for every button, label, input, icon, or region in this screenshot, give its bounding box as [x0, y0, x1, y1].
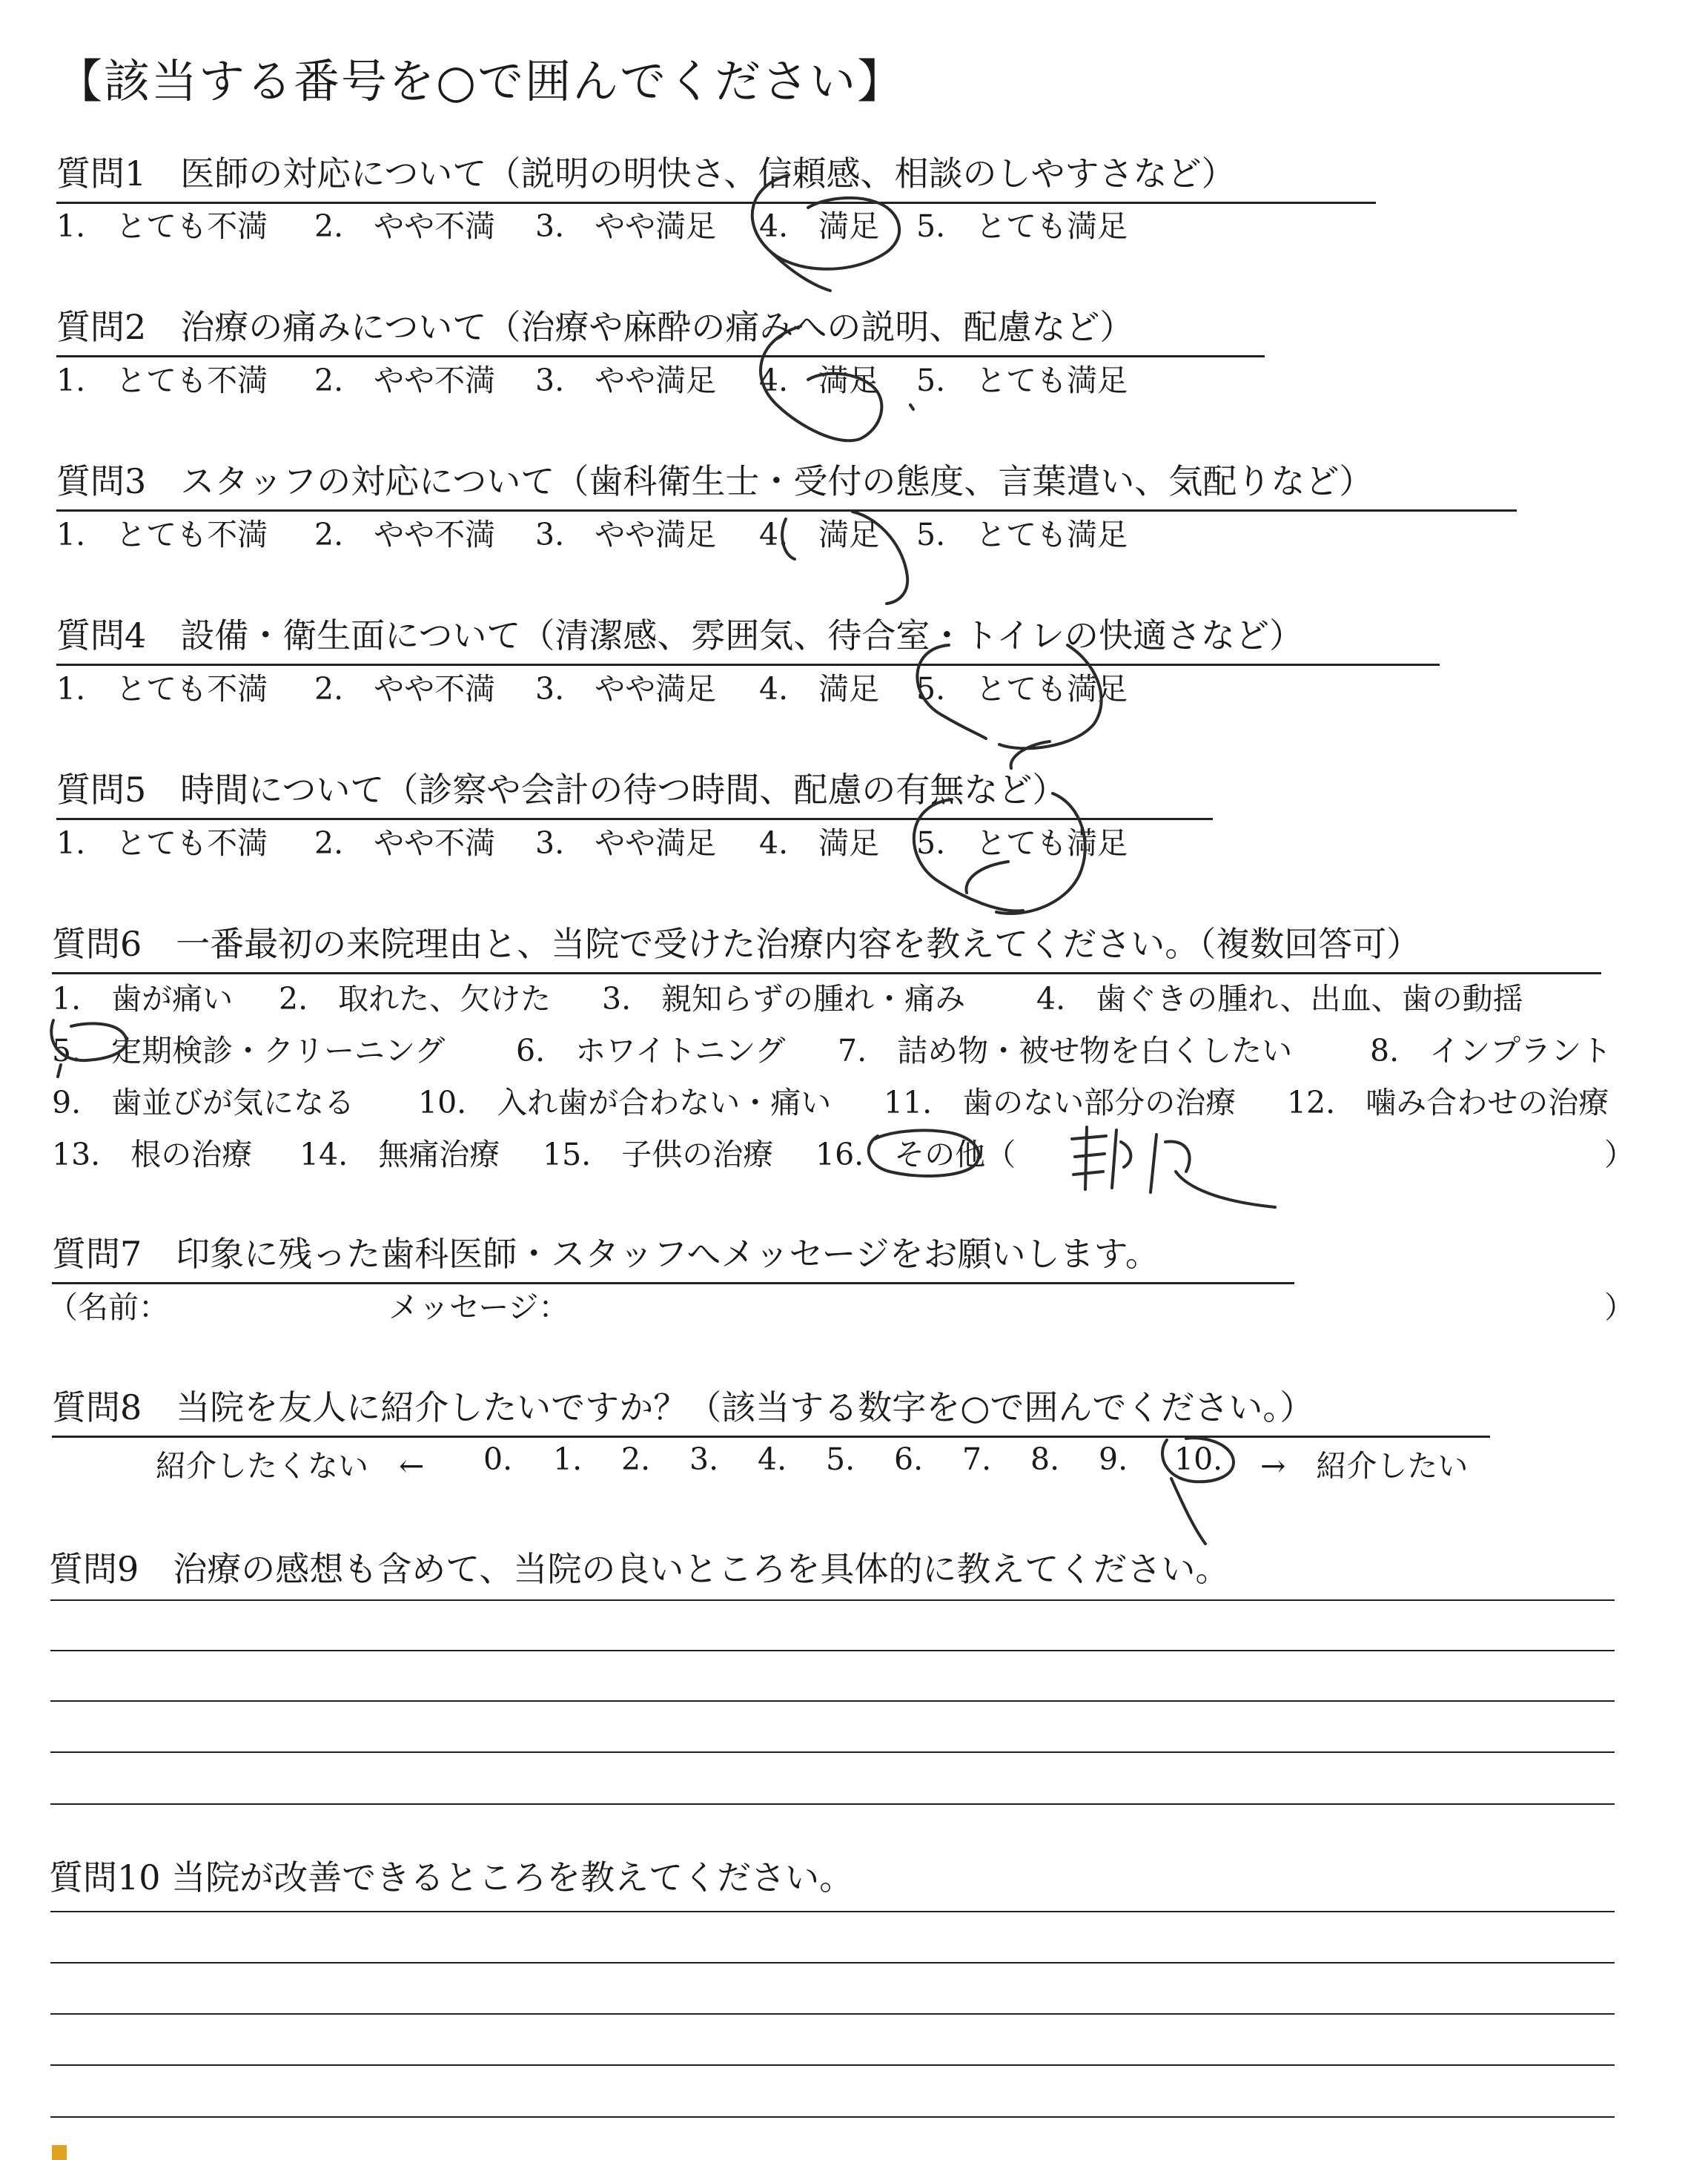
q6-option-2[interactable]: 2. 取れた、欠けた — [279, 981, 552, 1017]
q6-other-close-paren: ） — [1604, 1137, 1635, 1172]
q1-option-1[interactable]: 1. とても不満 — [56, 208, 268, 244]
q6-option-1[interactable]: 1. 歯が痛い — [52, 981, 234, 1017]
q7-name-label: （名前： — [47, 1289, 169, 1325]
q6-option-10[interactable]: 10. 入れ歯が合わない・痛い — [418, 1085, 832, 1120]
q5-option-5[interactable]: 5. とても満足 — [916, 825, 1128, 861]
q8-option-9[interactable]: 9. — [1099, 1441, 1128, 1477]
q8-option-1[interactable]: 1. — [553, 1441, 583, 1477]
answer-line[interactable] — [50, 1751, 1615, 1753]
q8-left-label: 紹介したくない ← — [156, 1448, 425, 1484]
q6-option-15[interactable]: 15. 子供の治療 — [543, 1137, 774, 1172]
q7-message-label: メッセージ： — [388, 1289, 569, 1325]
q3-option-5[interactable]: 5. とても満足 — [916, 517, 1128, 552]
q2-option-3[interactable]: 3. やや満足 — [535, 363, 717, 398]
q3-option-4[interactable]: 4. 満足 — [759, 517, 880, 552]
q6-option-4[interactable]: 4. 歯ぐきの腫れ、出血、歯の動揺 — [1036, 981, 1523, 1017]
q1-option-2[interactable]: 2. やや不満 — [314, 208, 496, 244]
q6-option-7[interactable]: 7. 詰め物・被せ物を白くしたい — [838, 1033, 1293, 1069]
q6-handwritten-note — [1072, 1127, 1275, 1207]
q5-option-4[interactable]: 4. 満足 — [759, 825, 880, 861]
q6-option-13[interactable]: 13. 根の治療 — [52, 1137, 253, 1172]
q6-option-3[interactable]: 3. 親知らずの腫れ・痛み — [602, 981, 966, 1017]
q8-option-10[interactable]: 10. — [1174, 1441, 1223, 1477]
q6-option-12[interactable]: 12. 噛み合わせの治療 — [1287, 1085, 1609, 1120]
answer-line[interactable] — [50, 2064, 1615, 2066]
answer-line[interactable] — [50, 1650, 1615, 1651]
q6-option-6[interactable]: 6. ホワイトニング — [516, 1033, 786, 1069]
question-4-heading: 質問4 設備・衛生面について（清潔感、雰囲気、待合室・トイレの快適さなど） — [56, 609, 1440, 666]
q6-option-8[interactable]: 8. インプラント — [1370, 1033, 1612, 1069]
answer-line[interactable] — [50, 2116, 1615, 2118]
q6-option-14[interactable]: 14. 無痛治療 — [299, 1137, 500, 1172]
q4-option-3[interactable]: 3. やや満足 — [535, 671, 717, 707]
q8-option-2[interactable]: 2. — [621, 1441, 651, 1477]
q8-right-label: → 紹介したい — [1260, 1448, 1469, 1484]
q8-option-5[interactable]: 5. — [826, 1441, 855, 1477]
q8-option-0[interactable]: 0. — [483, 1441, 513, 1477]
q8-option-3[interactable]: 3. — [689, 1441, 719, 1477]
q8-option-6[interactable]: 6. — [894, 1441, 924, 1477]
q8-option-7[interactable]: 7. — [962, 1441, 992, 1477]
q3-option-2[interactable]: 2. やや不満 — [314, 517, 496, 552]
page-title: 【該当する番号を○で囲んでください】 — [56, 54, 905, 108]
q6-option-9[interactable]: 9. 歯並びが気になる — [52, 1085, 355, 1120]
corner-mark — [52, 2145, 67, 2160]
question-8-heading: 質問8 当院を友人に紹介したいですか？（該当する数字を○で囲んでください。） — [52, 1381, 1490, 1438]
answer-line[interactable] — [50, 1911, 1615, 1912]
q4-option-5[interactable]: 5. とても満足 — [916, 671, 1128, 707]
question-6-heading: 質問6 一番最初の来院理由と、当院で受けた治療内容を教えてください。（複数回答可） — [52, 917, 1601, 974]
q5-option-2[interactable]: 2. やや不満 — [314, 825, 496, 861]
answer-line[interactable] — [50, 1700, 1615, 1702]
q1-option-4[interactable]: 4. 満足 — [759, 208, 880, 244]
q1-option-3[interactable]: 3. やや満足 — [535, 208, 717, 244]
q6-option-16-other[interactable]: 16. その他（ — [815, 1137, 1016, 1172]
q2-option-5[interactable]: 5. とても満足 — [916, 363, 1128, 398]
q6-option-11[interactable]: 11. 歯のない部分の治療 — [884, 1085, 1237, 1120]
q2-option-2[interactable]: 2. やや不満 — [314, 363, 496, 398]
q3-option-3[interactable]: 3. やや満足 — [535, 517, 717, 552]
q3-option-1[interactable]: 1. とても不満 — [56, 517, 268, 552]
q8-option-4[interactable]: 4. — [758, 1441, 787, 1477]
q4-option-1[interactable]: 1. とても不満 — [56, 671, 268, 707]
q5-option-3[interactable]: 3. やや満足 — [535, 825, 717, 861]
q1-option-5[interactable]: 5. とても満足 — [916, 208, 1128, 244]
q8-option-8[interactable]: 8. — [1030, 1441, 1060, 1477]
q2-option-4[interactable]: 4. 満足 — [759, 363, 880, 398]
question-1-heading: 質問1 医師の対応について（説明の明快さ、信頼感、相談のしやすさなど） — [56, 147, 1376, 204]
q4-option-2[interactable]: 2. やや不満 — [314, 671, 496, 707]
answer-line[interactable] — [50, 1962, 1615, 1964]
question-9-heading: 質問9 治療の感想も含めて、当院の良いところを具体的に教えてください。 — [49, 1549, 1230, 1589]
q4-option-4[interactable]: 4. 満足 — [759, 671, 880, 707]
question-3-heading: 質問3 スタッフの対応について（歯科衛生士・受付の態度、言葉遣い、気配りなど） — [56, 455, 1517, 512]
answer-line[interactable] — [50, 2013, 1615, 2015]
question-5-heading: 質問5 時間について（診察や会計の待つ時間、配慮の有無など） — [56, 763, 1213, 820]
answer-line[interactable] — [50, 1803, 1615, 1805]
question-7-heading: 質問7 印象に残った歯科医師・スタッフへメッセージをお願いします。 — [52, 1227, 1294, 1284]
q7-close-paren: ） — [1604, 1289, 1635, 1325]
question-2-heading: 質問2 治療の痛みについて（治療や麻酔の痛みへの説明、配慮など） — [56, 300, 1265, 357]
answer-line[interactable] — [50, 1599, 1615, 1601]
question-10-heading: 質問10 当院が改善できるところを教えてください。 — [49, 1857, 854, 1898]
q2-option-1[interactable]: 1. とても不満 — [56, 363, 268, 398]
q6-option-5[interactable]: 5. 定期検診・クリーニング — [52, 1033, 446, 1069]
q5-option-1[interactable]: 1. とても不満 — [56, 825, 268, 861]
